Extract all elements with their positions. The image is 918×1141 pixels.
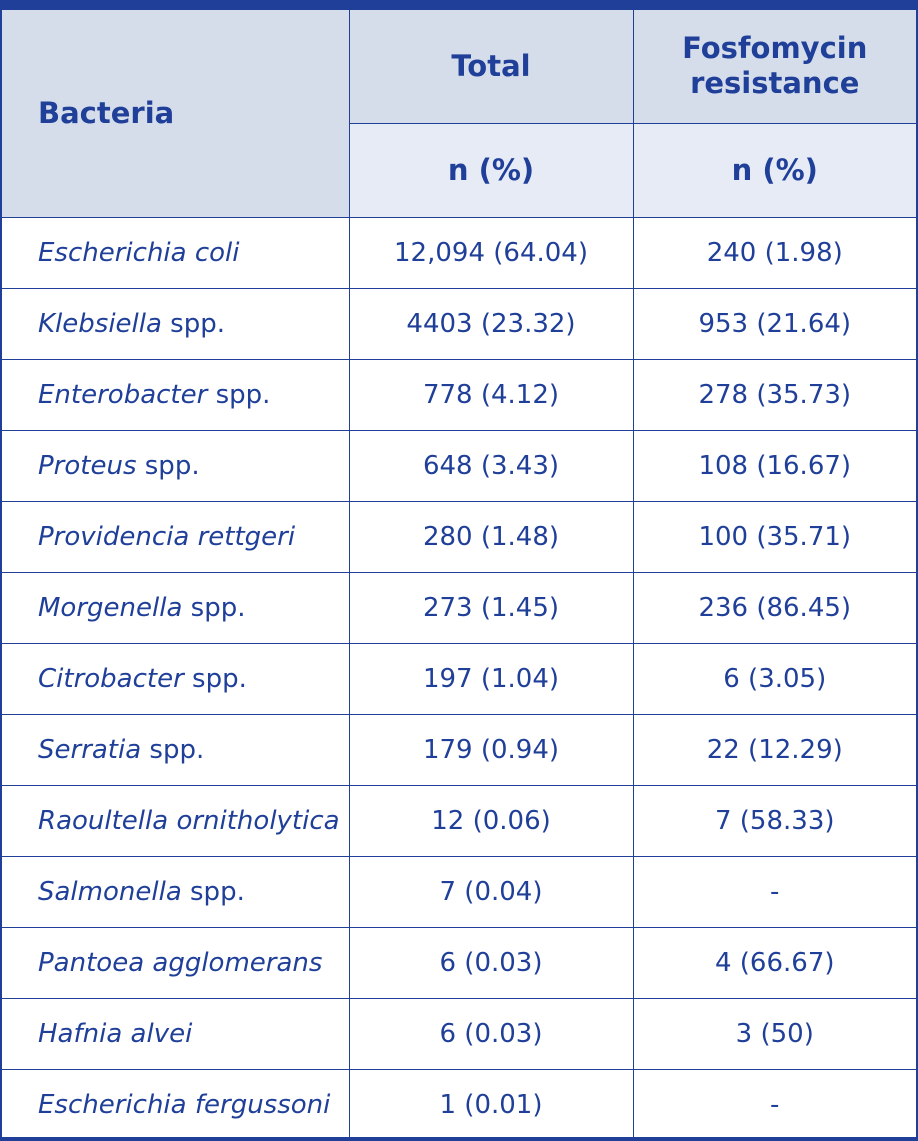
bacteria-name-cell <box>2 217 349 288</box>
total-cell: 197 (1.04) <box>349 643 633 714</box>
bacteria-genus: Raoultella ornitholytica <box>38 805 340 836</box>
resistance-cell: 6 (3.05) <box>633 643 916 714</box>
bacteria-name-cell <box>2 572 349 643</box>
resistance-cell: 3 (50) <box>633 998 916 1069</box>
total-header: Total <box>349 10 633 123</box>
bacteria-genus: Pantoea agglomerans <box>38 947 323 978</box>
bacteria-genus: Citrobacter <box>38 663 184 694</box>
table-row <box>2 430 916 501</box>
resistance-cell: - <box>633 1069 916 1140</box>
bacteria-genus: Salmonella <box>38 876 182 907</box>
table-body <box>2 217 916 1140</box>
bacteria-header: Bacteria <box>2 10 349 217</box>
total-cell: 4403 (23.32) <box>349 288 633 359</box>
total-cell: 778 (4.12) <box>349 359 633 430</box>
bacteria-suffix: spp. <box>141 734 205 765</box>
total-cell: 12,094 (64.04) <box>349 217 633 288</box>
resistance-cell: 100 (35.71) <box>633 501 916 572</box>
table-row <box>2 1069 916 1140</box>
bacteria-genus: Providencia rettgeri <box>38 521 296 552</box>
bacteria-name-cell <box>2 785 349 856</box>
resistance-cell: 953 (21.64) <box>633 288 916 359</box>
total-cell: 273 (1.45) <box>349 572 633 643</box>
resistance-cell: 22 (12.29) <box>633 714 916 785</box>
bacteria-genus: Escherichia fergussoni <box>38 1089 331 1120</box>
resistance-header-line1: Fosfomycin <box>682 31 868 66</box>
bacteria-suffix: spp. <box>207 379 271 410</box>
total-cell: 648 (3.43) <box>349 430 633 501</box>
total-cell: 280 (1.48) <box>349 501 633 572</box>
bacteria-genus: Proteus <box>38 450 137 481</box>
table-row <box>2 359 916 430</box>
bacteria-name-cell <box>2 501 349 572</box>
table-row <box>2 643 916 714</box>
bacteria-genus: Klebsiella <box>38 308 162 339</box>
bacteria-genus: Enterobacter <box>38 379 208 410</box>
bacteria-name-cell <box>2 288 349 359</box>
resistance-cell: 236 (86.45) <box>633 572 916 643</box>
total-cell: 6 (0.03) <box>349 927 633 998</box>
resistance-cell: 4 (66.67) <box>633 927 916 998</box>
bacteria-name-cell <box>2 1069 349 1140</box>
bacteria-name-cell <box>2 998 349 1069</box>
bacteria-name-cell <box>2 714 349 785</box>
resistance-header <box>633 10 916 123</box>
bacteria-genus: Morgenella <box>38 592 183 623</box>
total-cell: 179 (0.94) <box>349 714 633 785</box>
resistance-cell: 108 (16.67) <box>633 430 916 501</box>
bacteria-resistance-table <box>2 10 916 1140</box>
bacteria-name-cell <box>2 359 349 430</box>
table-row <box>2 785 916 856</box>
bacteria-suffix: spp. <box>161 308 226 339</box>
table-row <box>2 501 916 572</box>
bacteria-suffix: spp. <box>182 592 246 623</box>
bacteria-genus: Hafnia alvei <box>38 1018 193 1049</box>
bacteria-name-cell <box>2 643 349 714</box>
bacteria-name-cell <box>2 856 349 927</box>
total-cell: 12 (0.06) <box>349 785 633 856</box>
table-row <box>2 856 916 927</box>
bacteria-name-cell <box>2 927 349 998</box>
total-cell: 6 (0.03) <box>349 998 633 1069</box>
bacteria-genus: Serratia <box>38 734 142 765</box>
bacteria-suffix: spp. <box>136 450 200 481</box>
resistance-cell: 240 (1.98) <box>633 217 916 288</box>
table-row <box>2 927 916 998</box>
table-row <box>2 572 916 643</box>
total-unit-header: n (%) <box>349 123 633 217</box>
bacteria-suffix: spp. <box>181 876 245 907</box>
bacteria-name-cell <box>2 430 349 501</box>
table-row <box>2 288 916 359</box>
resistance-cell: - <box>633 856 916 927</box>
bacteria-suffix: spp. <box>183 663 247 694</box>
resistance-header-line2: resistance <box>690 66 860 101</box>
total-cell: 1 (0.01) <box>349 1069 633 1140</box>
resistance-cell: 7 (58.33) <box>633 785 916 856</box>
header-row <box>2 10 916 123</box>
table-row <box>2 714 916 785</box>
resistance-unit-header: n (%) <box>633 123 916 217</box>
total-cell: 7 (0.04) <box>349 856 633 927</box>
bacteria-genus: Escherichia coli <box>38 237 240 268</box>
resistance-cell: 278 (35.73) <box>633 359 916 430</box>
table-row <box>2 217 916 288</box>
table-row <box>2 998 916 1069</box>
